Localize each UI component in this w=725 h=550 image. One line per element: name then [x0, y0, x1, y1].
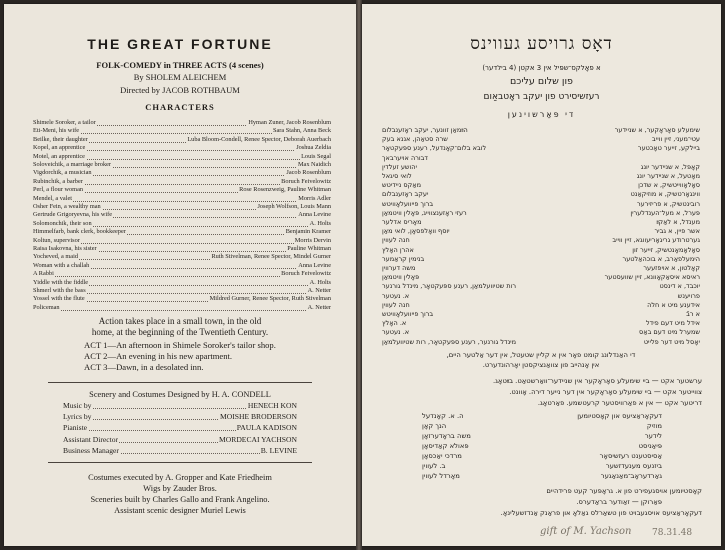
- yiddish-cast-role: אשר פיין, א גביר: [654, 227, 700, 236]
- cast-role: Perl, a flour woman: [33, 186, 84, 194]
- yiddish-cast-actor: ברוך פייוועלאָוויטש: [382, 199, 434, 208]
- yiddish-cast-actor: יעקב ראָזענבלום: [382, 190, 429, 199]
- yiddish-cast-actor: דבורה אויערבאך: [382, 153, 428, 162]
- yiddish-staff-row: [422, 472, 662, 483]
- yiddish-act-3: דריטער אקט — אין א פאַרוויסטער קרעטשמע. פאַרטאָג.: [537, 399, 702, 407]
- yiddish-cast-actor: אהרן האָלץ: [382, 245, 414, 254]
- yiddish-cast-role: הימעלפאַרב, א בוכהאַלטער: [622, 254, 700, 263]
- cast-actor: Sara Stahn, Anna Beck: [272, 127, 331, 135]
- pencil-gift-note: gift of M. Yachson: [540, 526, 632, 537]
- yiddish-cast-role: מענדל, א לאַקײַ: [656, 218, 700, 226]
- yiddish-staff-name: מרדכי יאַכסאָן: [422, 452, 462, 460]
- staff-role: Pianiste: [63, 423, 88, 433]
- yiddish-setting-line-2: אין אָנהייב פון צוואַנציקסטן יאָרהונדערט.: [482, 361, 600, 369]
- yiddish-cast-role: מאָטעל, א שניידער יונג: [636, 172, 700, 180]
- english-subtitle: FOLK-COMEDY in THREE ACTS (4 scenes): [96, 60, 264, 70]
- cast-role: Woman with a challah: [33, 261, 90, 269]
- credit-assistant: Assistant scenic designer Muriel Lewis: [114, 506, 246, 515]
- yiddish-cast-row: [382, 328, 700, 338]
- cast-actor: Joshua Zeldia: [296, 144, 331, 152]
- yiddish-cast-actor: מאָריס אדלער: [382, 218, 422, 226]
- cast-actor: A. Holts: [309, 278, 331, 286]
- cast-role: Soloveichik, a marriage broker: [33, 161, 111, 168]
- staff-role: Business Manager: [63, 445, 119, 455]
- yiddish-cast-role: גערטרודע גריגאָריעווגא, זיין ווייב: [612, 236, 700, 245]
- credit-sceneries: Sceneries built by Charles Gallo and Frank Angelino.: [90, 495, 270, 504]
- yiddish-cast-role: שמערל מיט דעם באַס: [639, 328, 700, 337]
- yiddish-cast-role: קאָלטון, א אויפזעער: [643, 264, 700, 272]
- divider-1: [48, 382, 312, 383]
- yiddish-cast-actor: א. נעטער: [382, 328, 410, 337]
- cast-actor: Anna Levine: [298, 261, 331, 269]
- scenery-credit: Scenery and Costumes Designed by H. A. CONDELL: [89, 390, 271, 399]
- yiddish-cast-actor: מאַקס ניידיטש: [382, 181, 421, 190]
- cast-role: A Rabbi: [33, 270, 54, 278]
- yiddish-staff-name: ה. א. קאָנדעל: [422, 412, 464, 420]
- yiddish-cast-actor: מינדל גורנער, רענע ספּעקטאָר, רות שטיוועלמאַן: [382, 337, 517, 346]
- yiddish-staff-role: מוזיק: [646, 422, 662, 430]
- yiddish-staff-role: פּיאַניסט: [638, 442, 662, 450]
- cast-role: Mendel, a valet: [33, 194, 72, 202]
- yiddish-cast-row: [382, 190, 700, 200]
- yiddish-cast-actor: לובא בלום־קאָנדעל, רענע ספּעקטאָר: [382, 144, 487, 153]
- cast-actor: Mildred Gurner, Renee Spector, Ruth Stivelman: [209, 295, 331, 303]
- cast-actor: Rose Rosenzweig, Pauline Whitman: [239, 186, 331, 194]
- yiddish-cast-role: ווינגאָרטשיק, א מוזיקאַנט: [630, 190, 700, 199]
- cast-actor: Morris Dervin: [294, 236, 331, 244]
- yiddish-cast-actor: יוסף וואָלפסאָן, לואי מאַן: [382, 227, 450, 236]
- yiddish-page: [362, 4, 721, 546]
- yiddish-cast-row: [382, 144, 700, 154]
- staff-role: Music by: [63, 401, 92, 410]
- yiddish-staff-role: ביזנעס מענעדזשער: [605, 462, 662, 470]
- yiddish-cast-actor: א. האָלץ: [382, 319, 407, 328]
- english-page: [4, 4, 356, 546]
- cast-role: Koltun, supervisor: [33, 236, 80, 244]
- english-author: By SHOLEM ALEICHEM: [133, 72, 227, 82]
- staff-role: Assistant Director: [63, 434, 119, 444]
- yiddish-credit-wigs: פּאַרוקן — זאַודער בראַדערס.: [576, 498, 662, 506]
- yiddish-cast-row: [382, 264, 700, 274]
- yiddish-cast-actor: רעזי ראָזענצווייג, פּאָלין וויטמאַן: [382, 208, 467, 217]
- cast-actor: Boruch Feivelowitz: [281, 177, 331, 185]
- yiddish-cast-actor: לואי סיגאל: [382, 172, 412, 180]
- yiddish-staff-role: אַסיסטענט רעזשיסאָר: [599, 452, 662, 460]
- characters-heading: CHARACTERS: [145, 102, 215, 112]
- cast-role: Himmelfarb, bank clerk, bookkeeper: [33, 228, 126, 236]
- yiddish-staff-name: ב. לעווין: [422, 462, 446, 470]
- staff-row: [62, 412, 298, 422]
- credit-costumes: Costumes executed by A. Gropper and Kate Friedheim: [88, 473, 272, 482]
- staff-name: MORDECAI YACHSON: [219, 434, 297, 444]
- cast-actor: Boruch Feivelowitz: [281, 270, 331, 278]
- cast-actor: A. Holts: [309, 219, 331, 227]
- yiddish-staff-name: פּאולא קאַדיסאָן: [422, 442, 469, 450]
- yiddish-cast-row: [382, 209, 700, 219]
- act-3: ACT 3—Dawn, in a desolated inn.: [84, 362, 204, 372]
- yiddish-cast-role: עטי־מעני, זיין ווייב: [652, 135, 700, 144]
- staff-name: PAULA KADISON: [236, 423, 297, 433]
- staff-row: [62, 423, 298, 433]
- staff-name: MOISHE BRODERSON: [219, 412, 297, 422]
- yiddish-cast-role: ראיסא איסאַקאָוונא, זיין שוועסטער: [604, 273, 700, 282]
- yiddish-author: פון שלום עליכם: [510, 76, 573, 87]
- yiddish-cast-row: [382, 282, 700, 292]
- yiddish-cast-role: אידל מיט דעם פידל: [645, 319, 700, 328]
- cast-actor: Benjamin Kramer: [285, 228, 331, 236]
- cast-role: Eti-Meni, his wife: [33, 127, 79, 135]
- yiddish-cast-role: יאָסל מיט דער פלייט: [643, 337, 700, 346]
- pencil-catalog-number: 78.31.48: [652, 528, 693, 538]
- yiddish-cast-actor: חנה לעווין: [382, 300, 410, 309]
- staff-row: [62, 401, 298, 411]
- yiddish-cast-actor: חנה לעווין: [382, 236, 410, 245]
- cast-role: Yossel with the flute: [33, 295, 85, 303]
- cast-actor: Pauline Whitman: [287, 245, 331, 252]
- cast-role: Motel, an apprentice: [33, 152, 85, 160]
- cast-role: Yocheved, a maid: [33, 253, 79, 261]
- staff-name: B. LEVINE: [260, 445, 297, 455]
- cast-actor: A. Netter: [307, 287, 331, 294]
- yiddish-credit-sceneries: דעקאָראַציעס אויסגעבויט פון טשאַרלס גאַלאָ און פראַנק אַנדזשעלינאָ.: [500, 509, 702, 517]
- yiddish-staff-name: הנך קאָן: [422, 422, 447, 430]
- cast-role: Raisa Isakovna, his sister: [33, 245, 97, 252]
- yiddish-staff-name: מאָרדל לעווין: [422, 472, 460, 480]
- cast-role: Beilke, their daughter: [33, 135, 88, 143]
- yiddish-cast-row: [382, 338, 700, 348]
- leader-dots: [32, 310, 332, 311]
- cast-role: Solomonchik, their son: [33, 219, 92, 227]
- yiddish-cast-role: א רבֿ: [686, 310, 700, 318]
- yiddish-cast-role: שימעלע סאָראָקער, א שניידער: [614, 126, 700, 134]
- yiddish-cast-role: ביילקע, זייער טאָכטער: [637, 144, 700, 153]
- cast-actor: Anna Levine: [298, 211, 331, 219]
- production-credits: [4, 472, 356, 516]
- cast-actor: Max Naidich: [297, 161, 331, 168]
- yiddish-cast-row: [382, 292, 700, 302]
- cast-row: [32, 304, 332, 313]
- acts-list: [84, 340, 334, 373]
- yiddish-cast-row: [382, 236, 700, 246]
- cast-actor: Jacob Rosenblum: [286, 169, 331, 177]
- yiddish-cast-row: [382, 163, 700, 173]
- yiddish-cast-actor: א. נעטער: [382, 291, 410, 300]
- yiddish-cast-actor: ברוך פייוועלאָוויטש: [382, 310, 434, 318]
- yiddish-cast-role: רובינטשיק, א פריזירער: [637, 199, 700, 208]
- yiddish-credits: [380, 486, 702, 519]
- yiddish-cast-role: יוכבד, א דינסט: [659, 282, 700, 291]
- cast-actor: A. Netter: [307, 303, 331, 311]
- cast-role: Rubinchik, a barber: [33, 177, 83, 185]
- yiddish-cast-row: [382, 273, 700, 283]
- cast-role: Vigdorchik, a musician: [33, 169, 92, 177]
- cast-actor: Ruth Stivelman, Renee Spector, Mindel Gurner: [211, 253, 331, 261]
- divider-2: [48, 462, 312, 463]
- yiddish-cast-row: [382, 246, 700, 256]
- yiddish-cast-actor: שרה סטאַהן, אננא בעק: [382, 135, 448, 144]
- yiddish-title: דאָס גרויסע געווינס: [470, 34, 613, 54]
- yiddish-cast-row: [382, 310, 700, 320]
- cast-role: Kopel, an apprentice: [33, 144, 86, 152]
- cast-role: Policeman: [33, 303, 60, 311]
- yiddish-cast-actor: הײַמאַן זוונער, יעקב ראָזענבלום: [382, 126, 468, 134]
- setting-line-2: home, at the beginning of the Twentieth Century.: [91, 327, 269, 337]
- yiddish-cast-row: [382, 301, 700, 311]
- cast-actor: Hyman Zuner, Jacob Rosenblum: [248, 119, 331, 126]
- yiddish-cast-role: פרויענש: [677, 291, 700, 300]
- act-1: ACT 1—An afternoon in Shimele Soroker's tailor shop.: [84, 340, 276, 350]
- credit-wigs: Wigs by Zauder Bros.: [143, 484, 217, 493]
- cast-actor: Luba Bloom-Condell, Renee Spector, Deborah Auerbach: [187, 135, 331, 143]
- yiddish-credit-costumes: קאָסטיומען אויסגעפירט פון א. גראָפּער קעט פרידהיים: [546, 487, 702, 495]
- yiddish-cast-role: סאָלאָמאָנטשיק, זייער זון: [632, 245, 700, 254]
- english-director: Directed by JACOB ROTHBAUM: [120, 85, 240, 95]
- leader-dots: [32, 201, 332, 202]
- cast-actor: Joseph Wolfson, Louis Mann: [257, 203, 331, 210]
- yiddish-cast-actor: יהושע זעלדין: [382, 162, 417, 171]
- yiddish-cast-actor: בנימין קראַמער: [382, 254, 425, 263]
- setting-line-1: Action takes place in a small town, in the old: [98, 316, 262, 326]
- yiddish-subtitle: א פאָלקס־שפּיל אין 3 אקטן (4 בילדער): [482, 64, 601, 72]
- yiddish-director: רעזשיסירט פון יעקב ראָטבאַום: [483, 92, 600, 102]
- cast-role: Osher Fein, a wealthy man: [33, 203, 101, 210]
- staff-row: [62, 435, 298, 445]
- yiddish-cast-row: [382, 227, 700, 237]
- yiddish-act-2: צווייטער אקט — ביי שימעלע סאָראָקער אין דער נייער דירה. אָוונט.: [509, 388, 702, 396]
- yiddish-cast-row: [382, 126, 700, 136]
- yiddish-staff-role: לידער: [644, 432, 662, 440]
- staff-name: HENECH KON: [247, 401, 297, 410]
- cast-role: Shmerl with the bass: [33, 287, 86, 294]
- yiddish-staff-name: משה בראָדערזאָן: [422, 432, 471, 440]
- yiddish-cast-row: [382, 218, 700, 228]
- yiddish-cast-row: [382, 181, 700, 191]
- yiddish-cast-row: [382, 200, 700, 210]
- yiddish-setting-line-1: די האַנדלונג קומט פאָר אין א קליין שטעטל, אין דער אַלטער היים,: [446, 351, 636, 359]
- cast-actor: Louis Segal: [301, 152, 331, 160]
- cast-role: Shimele Soroker, a tailor: [33, 119, 96, 126]
- yiddish-cast-actor: משה דערווין: [382, 264, 416, 272]
- yiddish-cast-role: קאָפּל, א שניידער יונג: [640, 162, 700, 171]
- yiddish-characters-heading: די פּאַרשוינען: [507, 110, 576, 119]
- yiddish-cast-row: [382, 154, 700, 164]
- yiddish-setting: [380, 350, 702, 370]
- yiddish-cast-row: [382, 172, 700, 182]
- yiddish-act-1: ערשטער אקט — ביי שימעלע סאָראָקער אין שניידער־וואַרשטאַט. בײַטאָג.: [492, 377, 702, 385]
- yiddish-cast-row: [382, 135, 700, 145]
- cast-actor: Morris Adler: [298, 194, 331, 202]
- cast-role: Yiddle with the fiddle: [33, 278, 89, 286]
- cast-role: Gertrude Grigoryevna, his wife: [33, 211, 113, 219]
- yiddish-cast-role: פּערל, א מעל־הענדלערין: [630, 208, 700, 217]
- yiddish-cast-row: [382, 255, 700, 265]
- yiddish-acts: [380, 376, 702, 409]
- yiddish-cast-row: [382, 319, 700, 329]
- yiddish-cast-actor: רות שטיוועלמאַן, רענע ספּעקטאָר, מינדל גורנער: [382, 282, 517, 291]
- staff-row: [62, 446, 298, 456]
- yiddish-cast-role: סאָלאָווייטשיק, א שדכן: [638, 181, 700, 190]
- act-2: ACT 2—An evening in his new apartment.: [84, 351, 233, 361]
- english-title: THE GREAT FORTUNE: [87, 36, 273, 52]
- staff-role: Lyrics by: [63, 412, 92, 422]
- yiddish-staff-role: גאַרדעראָב־מאַנאַגער: [600, 472, 662, 480]
- yiddish-staff-role: דעקאָראַציעס און קאָסטיומען: [577, 412, 662, 420]
- yiddish-cast-actor: פּאָלין וויטמאַן: [382, 273, 420, 282]
- yiddish-cast-role: אידענע מיט א חלה: [647, 300, 700, 309]
